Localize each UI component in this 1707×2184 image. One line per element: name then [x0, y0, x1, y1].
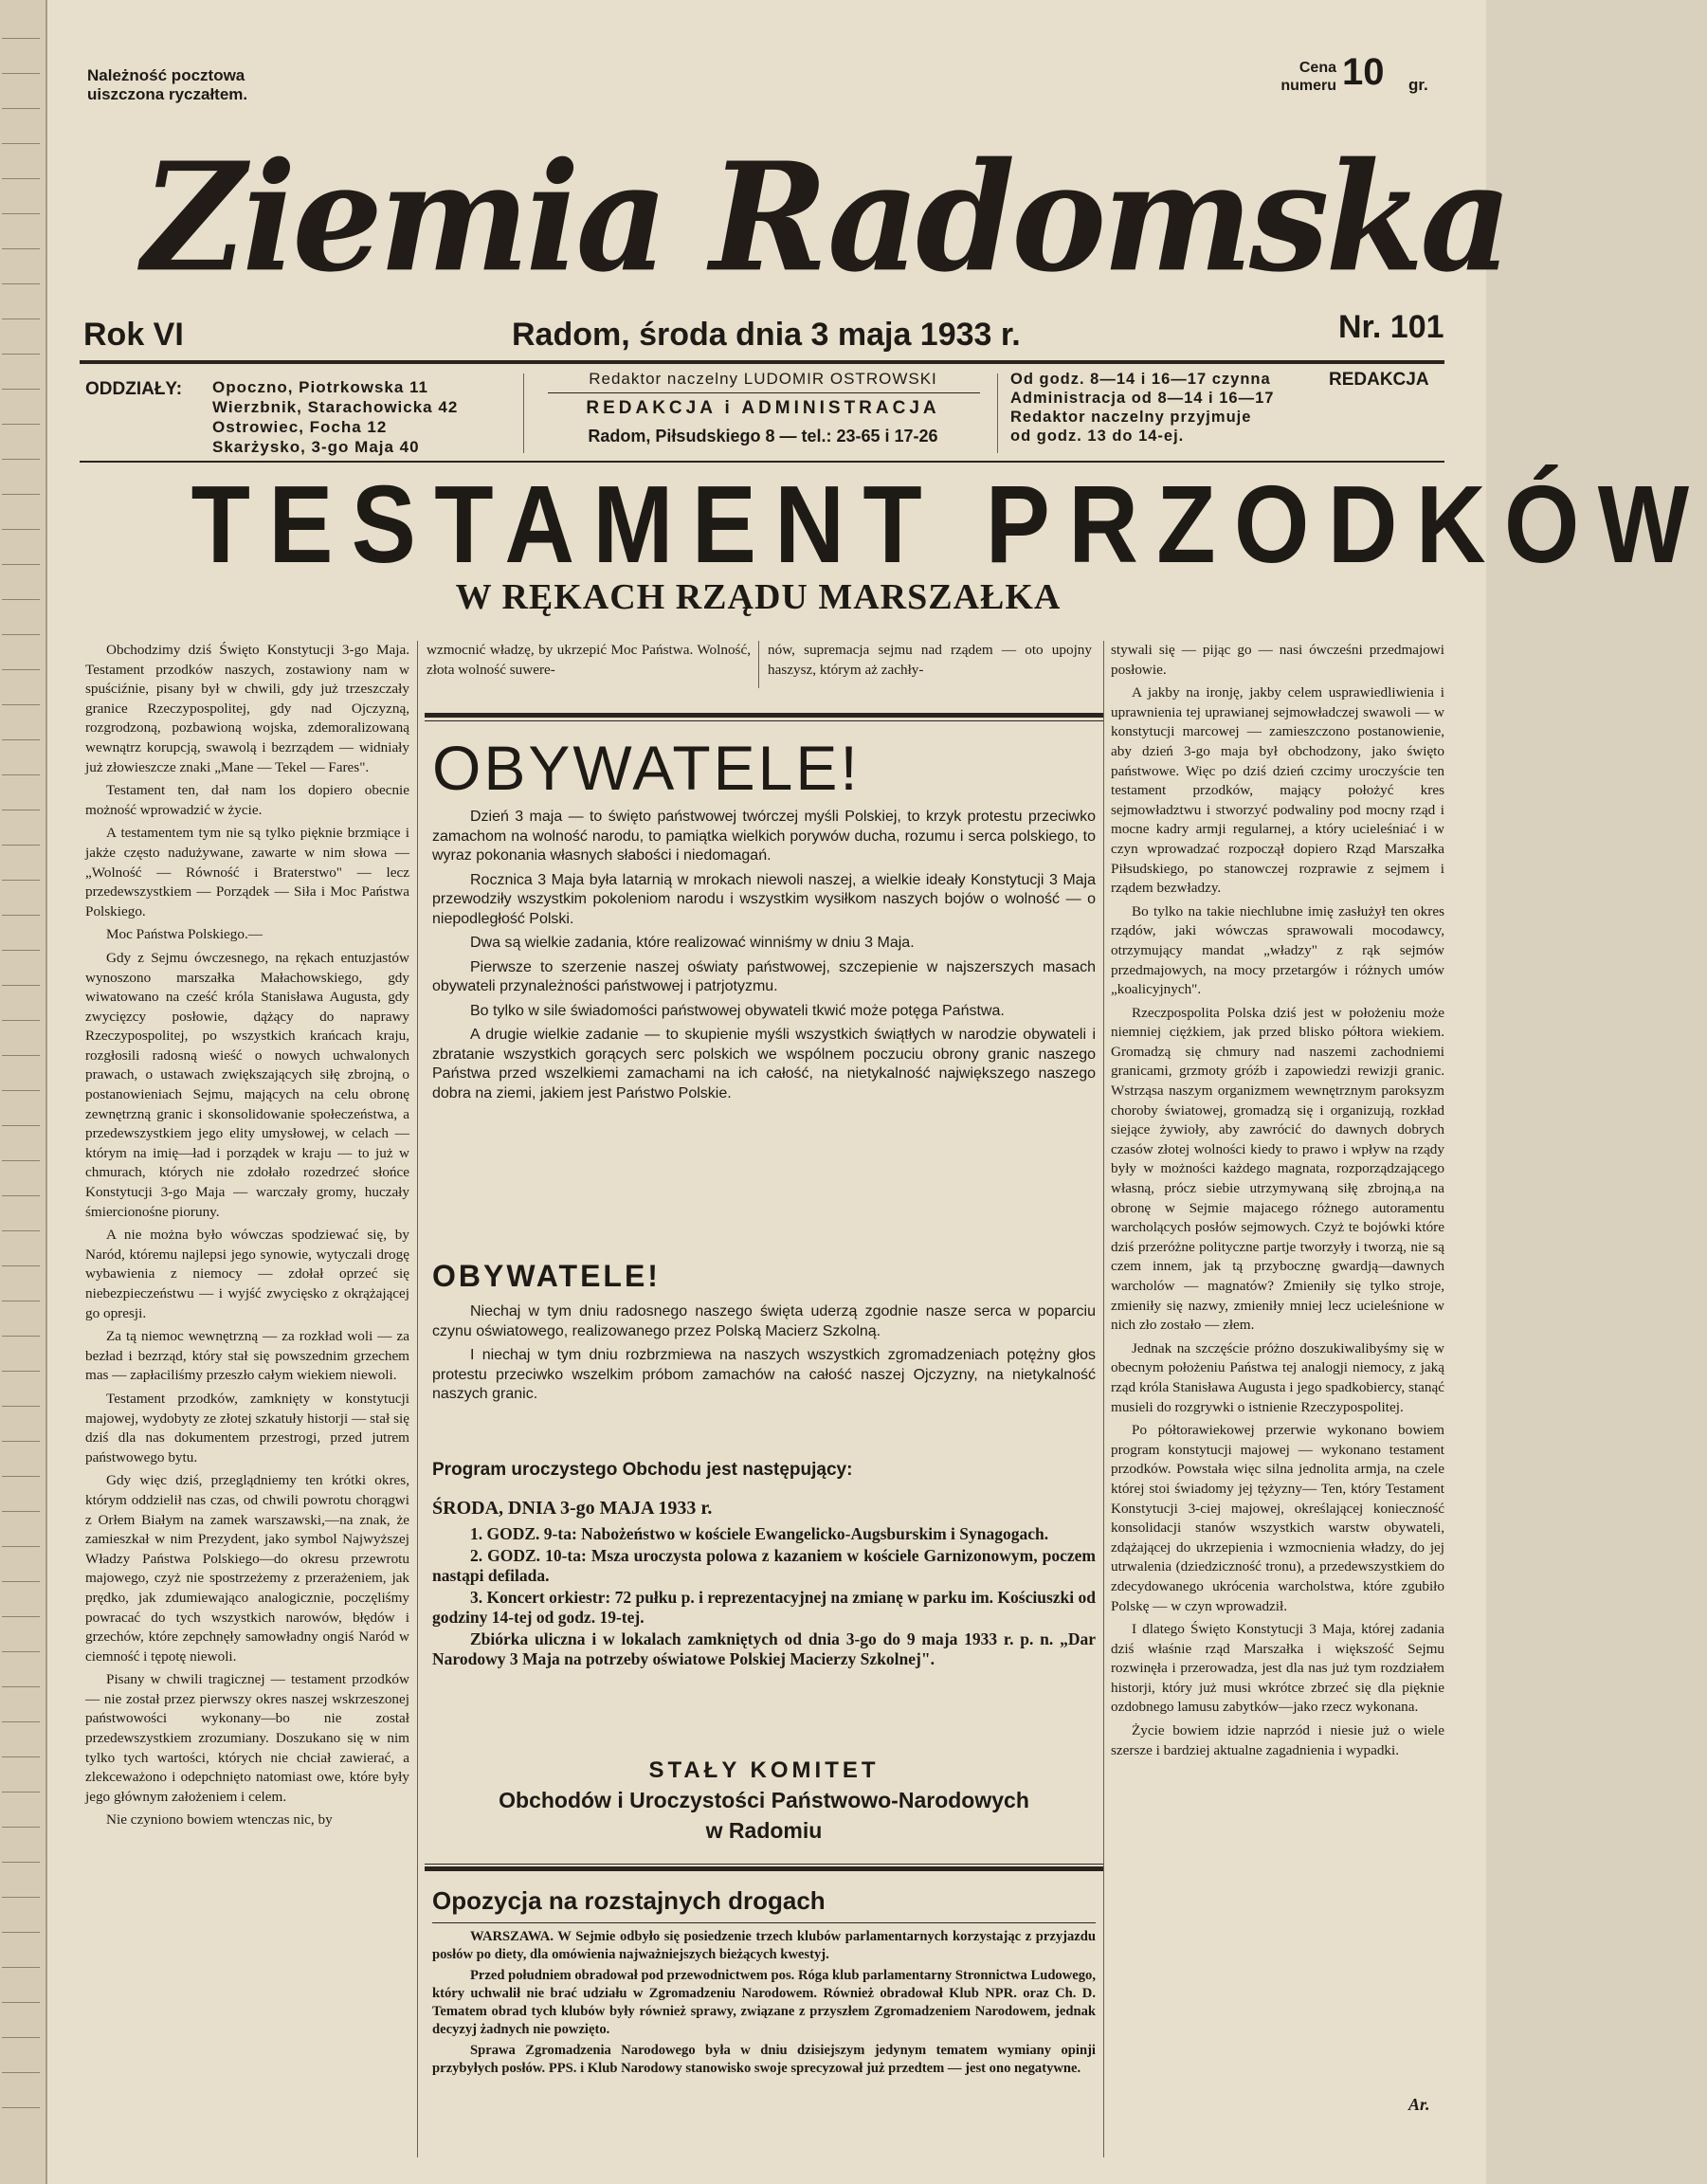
box-top-rule-2	[425, 720, 1103, 721]
box-top-rule	[425, 713, 1103, 718]
binding-mark	[2, 564, 40, 574]
binding-mark	[2, 1230, 40, 1241]
binding-mark	[2, 424, 40, 434]
binding-mark	[2, 1546, 40, 1556]
binding-mark	[2, 1932, 40, 1942]
binding-mark	[2, 1651, 40, 1662]
binding-mark	[2, 1125, 40, 1136]
program-date: ŚRODA, DNIA 3-go MAJA 1933 r.	[432, 1498, 713, 1519]
binding-mark	[2, 915, 40, 925]
binding-mark	[2, 213, 40, 224]
binding-mark	[2, 1265, 40, 1276]
binding-edge	[0, 0, 47, 2184]
binding-mark	[2, 38, 40, 48]
year-label: Rok VI	[83, 317, 184, 353]
binding-mark	[2, 1862, 40, 1872]
binding-mark	[2, 1511, 40, 1521]
binding-mark	[2, 73, 40, 83]
committee-subtitle: Obchodów i Uroczystości Państwowo-Narodowych	[499, 1788, 1029, 1812]
binding-mark	[2, 1020, 40, 1030]
price-unit: gr.	[1408, 76, 1428, 94]
column-divider-1	[417, 641, 418, 2157]
binding-mark	[2, 1827, 40, 1837]
sub-headline: W RĘKACH RZĄDU MARSZAŁKA	[455, 577, 1062, 617]
binding-mark	[2, 704, 40, 715]
binding-mark	[2, 178, 40, 189]
postage-note: Należność pocztowa uiszczona ryczałtem.	[87, 66, 248, 103]
address-line: Radom, Piłsudskiego 8 — tel.: 23-65 i 17-26	[588, 427, 938, 446]
binding-mark	[2, 2002, 40, 2012]
branches-list: Opoczno, Piotrkowska 11 Wierzbnik, Starachowicka 42 Ostrowiec, Focha 12 Skarżysko, 3-go Maja 40	[212, 378, 459, 456]
binding-mark	[2, 810, 40, 820]
binding-mark	[2, 248, 40, 259]
committee-title: STAŁY KOMITET	[648, 1757, 880, 1783]
box-appeal-2: Niechaj w tym dniu radosnego naszego święta uderzą zgodnie nasze serca w poparciu czynu oświatowego, realizowanego przez Polską Macierz Szkolną. I niechaj w tym dniu rozbrzmiewa na naszych wszystkich zgromadzeniach potężny głos protestu przeciwko wszelkim próbom zamachów na całość naszej Ojczyzny, na nietykalność naszych granic.	[432, 1303, 1096, 1402]
opozycja-title: Opozycja na rozstajnych drogach	[432, 1886, 826, 1915]
branches-label: ODDZIAŁY:	[85, 379, 183, 399]
binding-mark	[2, 739, 40, 750]
binding-mark	[2, 950, 40, 960]
binding-mark	[2, 1441, 40, 1451]
info-divider	[523, 373, 524, 453]
binding-mark	[2, 880, 40, 890]
dateline: Radom, środa dnia 3 maja 1933 r.	[512, 317, 1021, 353]
binding-mark	[2, 1897, 40, 1907]
binding-mark	[2, 1371, 40, 1381]
binding-mark	[2, 1090, 40, 1101]
editor-line: Redaktor naczelny LUDOMIR OSTROWSKI	[589, 370, 937, 388]
binding-mark	[2, 1756, 40, 1767]
binding-mark	[2, 1406, 40, 1416]
committee-city: w Radomiu	[705, 1818, 823, 1843]
binding-mark	[2, 1195, 40, 1206]
price-value: 10	[1342, 51, 1385, 93]
opozycja-rule	[432, 1922, 1096, 1923]
binding-mark	[2, 985, 40, 995]
binding-mark	[2, 634, 40, 645]
box-bottom-rule-2	[425, 1866, 1103, 1871]
masthead-title: Ziemia Radomska	[142, 130, 1509, 306]
main-headline: TESTAMENT PRZODKÓW	[191, 463, 1707, 586]
binding-mark	[2, 529, 40, 539]
binding-mark	[2, 1160, 40, 1171]
signature: Ar.	[1408, 2095, 1430, 2114]
column-divider-top	[758, 641, 759, 688]
binding-mark	[2, 1792, 40, 1802]
box-appeal: Dzień 3 maja — to święto państwowej twórczej myśli Polskiej, to krzyk protestu przeciwko zamachom na wolność narodu, to pamiątka wielkich porywów ducha, rozumu i serca polskiego, to wyraz pokonania własnych słabości i niedomagań. Rocznica 3 Maja była latarnią w mrokach niewoli naszej, a wielkie ideały Konstytucji 3 Maja przewodziły wszystkim pokoleniom narodu i wszystkim wysiłkom naszych bojów o wolność — o niepodległość Polski. Dwa są wielkie zadania, które realizować winniśmy w dniu 3 Maja. Pierwsze to szerzenie naszej oświaty państwowej, szczepienie w najszerszych masach obywateli przynależności państwowej i patrjotyzmu. Bo tylko w sile świadomości państwowej obywateli tkwić może potęga Państwa. A drugie wielkie zadanie — to skupienie myśli wszystkich świątłych w narodzie obywateli i zbratanie wszystkich gorących serc polskich we wspólnem poczuciu obrony granic naszego Państwa przed wszelkiemi zamachami na ich całość, na nietykalność największego naszego dobra na ziemi, jakiem jest Państwo Polskie.	[432, 809, 1096, 1101]
article-column-1: Obchodzimy dziś Święto Konstytucji 3-go Maja. Testament przodków naszych, zostawiony nam w spuściźnie, pisany był w chwili, gdy już trzeszczały granice Rzeczypospolitej, gdy nad Ojczyzną, rozgrodzoną, pozbawioną wojska, zdemoralizowaną wewnątrz korupcją, swawolą i bezrządem — widniały już złowieszcze znaki „Mane — Tekel — Fares". Testament ten, dał nam los dopiero obecnie możność wprowadzić w życie. A testamentem tym nie są tylko pięknie brzmiące i jakże często nadużywane, zawarte w nim słowa —„Wolność — Równość i Braterstwo" — lecz przedewszystkiem — Porządek — Siła i Moc Państwa Polskiego. Moc Państwa Polskiego.— Gdy z Sejmu ówczesnego, na rękach entuzjastów wynoszono marszałka Małachowskiego, gdy wiwatowano na cześć króla Stanisława Augusta, gdy zwycięzcy posłowie, dążący do naprawy Rzeczypospolitej, po wszystkich krańcach kraju, rozgłosili radosną wieść o nowych uchwalonych prawach, o ustawach zwiększających siłę zbrojną, o postanowieniach Sejmu, mających na celu obronę zewnętrzną granic i skonsolidowanie społeczeństwa, a przedewszystkiem jego elity umysłowej, w celach — którym na imię—ład i porządek w kraju — to już w chmurach, których nie zdołało rozedrzeć słońce Konstytucji 3-go Maja — warczały gromy, huczały śmiercionośne pioruny. A nie można było wówczas spodziewać się, by Naród, któremu najlepsi jego synowie, wytyczali drogę wybawienia z niemocy — zdołał oprzeć się niebezpieczeństwu — i wyjść zwycięsko z okrążającej go opresji. Za tą niemoc wewnętrzną — za rozkład woli — za bezład i bezrząd, który stał się powszednim grzechem mas — zapłaciliśmy przeszło całym wiekiem niewoli. Testament przodków, zamknięty w konstytucji majowej, wydobyty ze złotej szkatuły historji — stał się dziś dla nas dokumentem przestrogi, przed jutrem państwowego bytu. Gdy więc dziś, przeglądniemy ten krótki okres, którym oddzielił nas czas, od chwili powrotu chorągwi z Orłem Białym na zamek warszawski,—na znak, że zamieszkał w nim Prezydent, jako symbol Najwyższej Władzy Państwa Polskiego—do okresu przewrotu majowego, czyż nie spostrzeżemy z przerażeniem, jak prędko, jak zdumiewająco analogicznie, poczęliśmy powracać do tych wszystkich narowów, błędów i grzechów, które zepchnęły samowładny ongiś Naród w ciemność i tępotę niewoli. Pisany w chwili tragicznej — testament przodków — nie został przez pierwszy okres naszej wskrzeszonej państwowości wykonany—bo nie został przedewszystkiem zrozumiany. Doszukano się w nim tylko tych wartości, których nie chciał zawierać, a zlekceważono i odepchnięto natomiast owe, które były jego głównym założeniem i celem. Nie czyniono bowiem wtenczas nic, by	[85, 642, 409, 1829]
info-divider-2	[997, 373, 998, 453]
binding-mark	[2, 2107, 40, 2118]
binding-mark	[2, 494, 40, 504]
binding-mark	[2, 143, 40, 154]
price-label: Cena numeru	[1280, 60, 1336, 94]
binding-mark	[2, 354, 40, 364]
binding-mark	[2, 459, 40, 469]
binding-mark	[2, 108, 40, 118]
article-column-4: stywali się — pijąc go — nasi ówcześni przedmajowi posłowie. A jakby na ironję, jakby celem usprawiedliwienia i uprawnienia tej uprawianej sejmowładczej swawoli — w konstytucji marcowej — zamieszczono postanowienie, aby dzień 3-go maja był obchodzony, jako święto państwowe. Więc po dziś dzień czcimy uroczyście ten testament przodków, mający położyć kres sejmowładztwu i stworzyć podwaliny pod mocny rząd i mocne kadry armji regularnej, a który ucieleśniać i w czyn wprowadzać rozpoczął dopiero Rząd Marszałka Piłsudskiego, po stanowczej rozprawie z sejmem i rządem bezwładzy. Bo tylko na takie niechlubne imię zasłużył ten okres rządów, jaki wówczas sprawowali mocodawcy, otrzymujący mandat „władzy" z rąk sejmów przedmajowych, na mocy przetargów i różnych umów „koalicyjnych". Rzeczpospolita Polska dziś jest w położeniu może niemniej ciężkiem, jak przed blisko półtora wiekiem. Gromadzą się chmury nad naszemi zachodniemi granicami, grzmoty gróźb i zapowiedzi rewizji granic. Wstrząsa naszym organizmem wewnętrznym paroksyzm choroby światowej, gromadzą się i organizują, rozkład siejące żywioły, aby zawrócić do dawnych dobrych czasów złotej wolności kiedy to prawo i wpływ na rządy były w możności każdego magnata, rozporządzającego własną, prócz siebie utrzymywaną siłę zbrojną,a na obronę w Sejmie majacego różnego autoramentu warcholących posłów sejmowych. Czyż te bojówki które dziś przeróżne polityczne partje tworzyły i tworzą, nie są czem innem, jak tą przybocznę gwardją—dawnych warcholów — magnatów? Zmieniły się tylko stroje, zmieniły się nazwy, zmieniły mniej lecz ucieleśnione w nich zło zostało — złem. Jednak na szczęście próżno doszukiwalibyśmy się w obecnym położeniu Państwa tej analogji niemocy, z jaką rząd króla Stanisława Augusta i jego spadkobiercy, stanąć musieli do rozgrywki o istnienie Rzeczypospolitej. Po półtorawiekowej przerwie wykonano bowiem program konstytucji majowej — wykonano testament przodków. Powstała więc silna jednolita armja, na czele której stoi świadomy jej tężyzny— Ten, który Testament Konstytucji 3-ciej majowej, określającej konieczność konsolidacji stanów wszystkich warstw obywateli, zdążającej do ukrzepienia i wzmocnienia władzy, do jej utrwalenia (dziedziczność tronu), a przedewszystkiem do zdecydowanego ukrócenia warcholstwa, które zgubiło Polskę — w czyn wprowadził. I dlatego Święto Konstytucji 3 Maja, której zadania dziś właśnie rząd Marszałka i większość Sejmu rozwinęła i przerowadza, jest dla nas już tym rozdziałem historji, który już musi wkrótce zbrzeć się dla pięknie ozdobnego lamusu zabytków—jako rzecz wykonana. Życie bowiem idzie naprzód i niesie już o wiele szersze i bardziej aktualne zagadnienia i wypadki.	[1111, 642, 1444, 1758]
binding-mark	[2, 669, 40, 680]
box-title-2: OBYWATELE!	[432, 1259, 661, 1293]
binding-mark	[2, 1616, 40, 1627]
binding-mark	[2, 1581, 40, 1592]
issue-number: Nr. 101	[1338, 309, 1444, 345]
binding-mark	[2, 318, 40, 329]
binding-mark	[2, 2072, 40, 2083]
binding-mark	[2, 1686, 40, 1697]
opozycja-body: WARSZAWA. W Sejmie odbyło się posiedzenie trzech klubów parlamentarnych korzystając z przyjazdu posłów po diety, dla omówienia najważniejszych bieżących kwestyj. Przed południem obradował pod przewodnictwem pos. Róga klub parlamentarny Stronnictwa Ludowego, który uchwalił nie brać udziału w Zgromadzeniu Narodowem. Również obradował Klub NPR. oraz Ch. D. Tematem obrad tych klubów były również sprawy, związane z przyszłem Zgromadzeniem Narodowem, jednak decyzyj żadnych nie powzięto. Sprawa Zgromadzenia Narodowego była w dniu dzisiejszym jedynym tematem wymiany opinji przybyłych posłów. PPS. i Klub Narodowy stanowisko swoje sprecyzował już przedtem — jest ono negatywne.	[432, 1929, 1096, 2077]
article-column-3-top: nów, supremacja sejmu nad rządem — oto upojny haszysz, którym aż zachły-	[768, 642, 1092, 678]
redakcja-label: REDAKCJA	[1329, 370, 1429, 390]
box-bottom-rule	[425, 1864, 1103, 1865]
binding-mark	[2, 599, 40, 610]
box-title: OBYWATELE!	[432, 733, 861, 803]
program-title: Program uroczystego Obchodu jest następujący:	[432, 1460, 853, 1480]
binding-mark	[2, 283, 40, 294]
hours-block: Od godz. 8—14 i 16—17 czynna Administracja od 8—14 i 16—17 Redaktor naczelny przyjmuje od godz. 13 do 14-ej.	[1010, 371, 1275, 445]
office-line: REDAKCJA i ADMINISTRACJA	[586, 398, 940, 418]
article-column-2-top: wzmocnić władzę, by ukrzepić Moc Państwa. Wolność, złota wolność suwere-	[427, 642, 751, 678]
binding-mark	[2, 1055, 40, 1065]
binding-mark	[2, 774, 40, 785]
info-rule	[548, 392, 980, 393]
program-list: 1. GODZ. 9-ta: Nabożeństwo w kościele Ewangelicko-Augsburskim i Synagogach. 2. GODZ. 10-ta: Msza uroczysta polowa z kazaniem w kościele Garnizonowym, poczem nastąpi defilada. 3. Koncert orkiestr: 72 pułku p. i reprezentacyjnej na zmianę w parku im. Kościuszki od godziny 14-tej od godz. 19-tej. Zbiórka uliczna i w lokalach zamkniętych od dnia 3-go do 9 maja 1933 r. p. n. „Dar Narodowy 3 Maja na potrzeby oświatowe Polskiej Macierzy Szkolnej".	[432, 1524, 1096, 1668]
column-divider-2	[1103, 641, 1104, 2157]
binding-mark	[2, 1336, 40, 1346]
binding-mark	[2, 1301, 40, 1311]
binding-mark	[2, 2037, 40, 2048]
binding-mark	[2, 1476, 40, 1486]
binding-mark	[2, 845, 40, 855]
binding-mark	[2, 1967, 40, 1977]
binding-mark	[2, 389, 40, 399]
header-rule	[80, 360, 1444, 364]
binding-mark	[2, 1721, 40, 1732]
